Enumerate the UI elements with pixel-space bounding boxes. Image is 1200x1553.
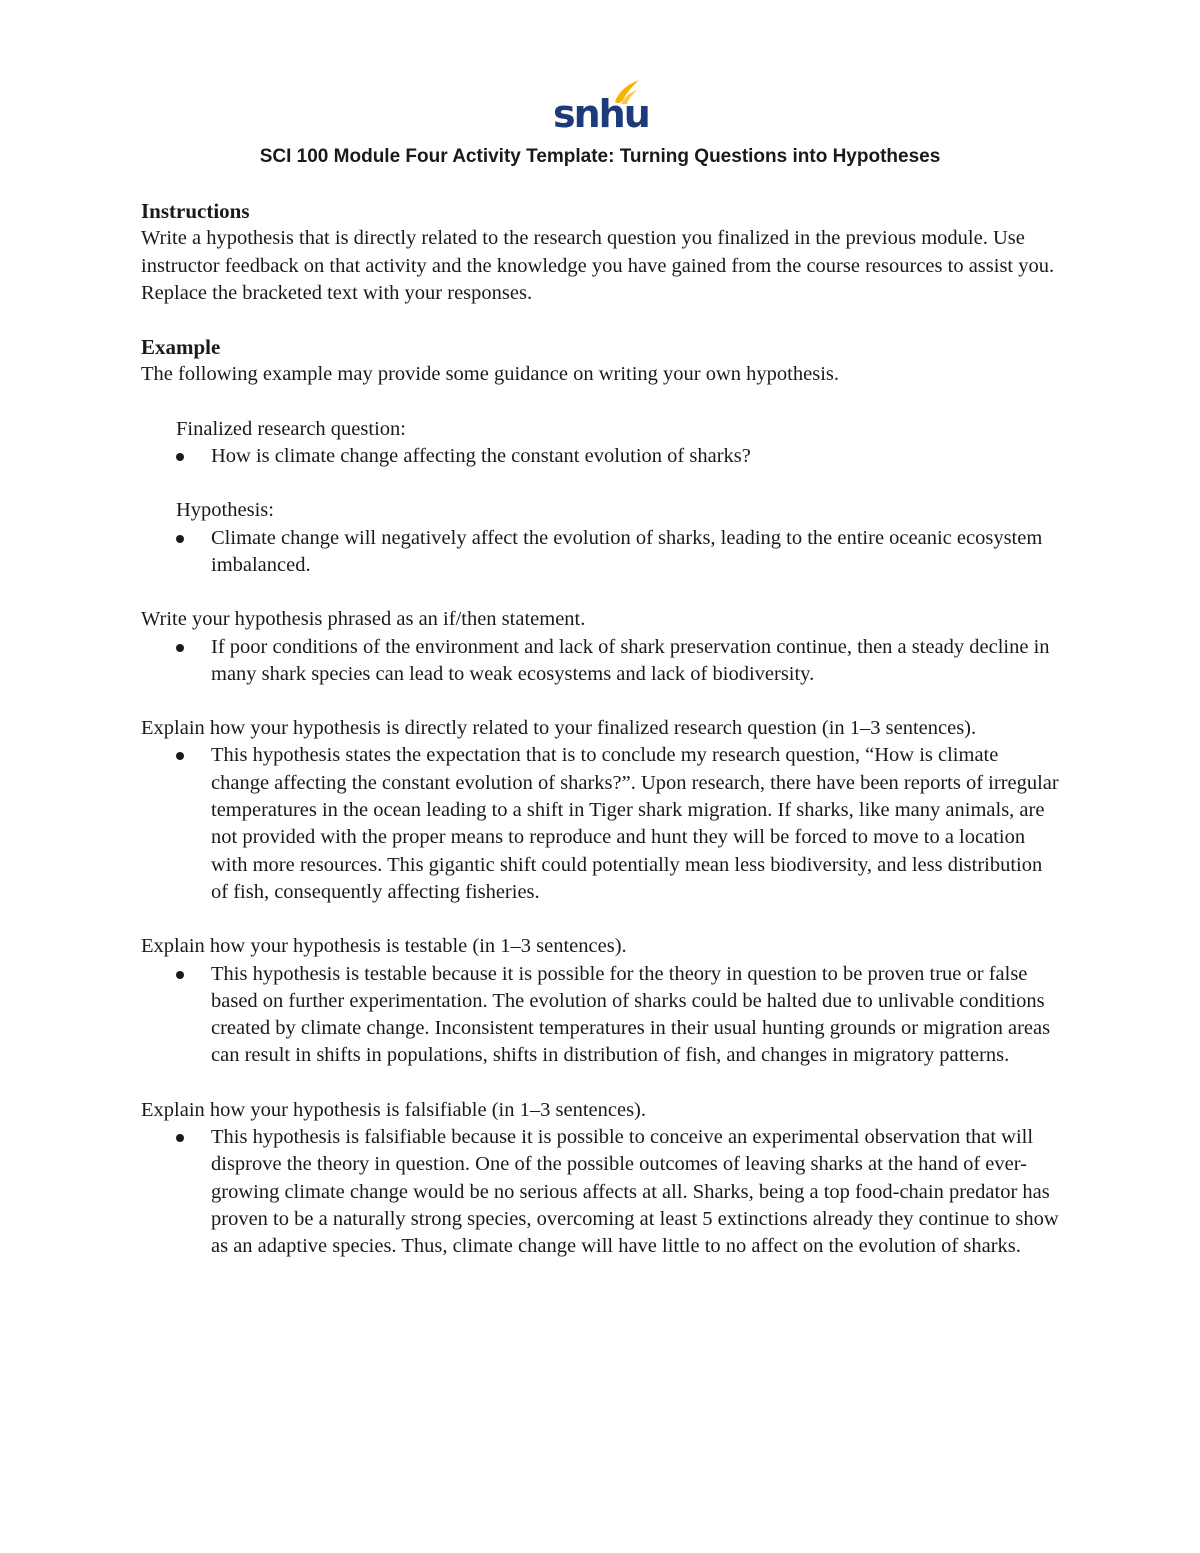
list-item bbox=[141, 1124, 1061, 1260]
snhu-logo bbox=[553, 78, 649, 138]
prompt-testable: Explain how your hypothesis is testable (in 1–3 sentences). bbox=[141, 935, 627, 958]
instructions-heading: Instructions bbox=[141, 199, 250, 223]
document-title: SCI 100 Module Four Activity Template: Turning Questions into Hypotheses bbox=[259, 146, 941, 167]
bullet-icon bbox=[176, 644, 184, 652]
logo-wordmark: snhu bbox=[553, 92, 649, 136]
answer-related: This hypothesis states the expectation that is to conclude my research question, “How is climate change affecting the constant evolution of sharks?”. Upon research, there have been reports of irregular temperatures in the ocean leading to a shift in Tiger shark migration. If sharks, like many animals, are not provided with the proper means to reproduce and hunt they will be forced to move to a location with more resources. This gigantic shift could potentially mean less biodiversity, and less distribution of fish, consequently affecting fisheries. bbox=[211, 744, 1059, 903]
bullet-icon bbox=[176, 752, 184, 760]
bullet-icon bbox=[176, 535, 184, 543]
prompt-if-then: Write your hypothesis phrased as an if/then statement. bbox=[141, 608, 586, 631]
hypothesis-text: Climate change will negatively affect the evolution of sharks, leading to the entire oceanic ecosystem imbalanced. bbox=[211, 526, 1043, 576]
example-heading: Example bbox=[141, 335, 221, 360]
list-item bbox=[141, 742, 1061, 906]
question-label: Finalized research question: bbox=[176, 417, 406, 440]
answer-if-then: If poor conditions of the environment and lack of shark preservation continue, then a steady decline in many shark species can lead to weak ecosystems and lack of biodiversity. bbox=[211, 635, 1050, 685]
example-intro: The following example may provide some guidance on writing your own hypothesis. bbox=[141, 363, 840, 386]
answer-falsifiable: This hypothesis is falsifiable because it is possible to conceive an experimental observation that will disprove the theory in question. One of the possible outcomes of leaving sharks at the hand of ever-growing climate change would be no serious affects at all. Sharks, being a top food-chain predator has proven to be a naturally strong species, overcoming at least 5 extinctions already they continue to show as an adaptive species. Thus, climate change will have little to no affect on the evolution of sharks. bbox=[211, 1126, 1059, 1258]
bullet-icon bbox=[176, 971, 184, 979]
hypothesis-label: Hypothesis: bbox=[176, 499, 274, 522]
bullet-icon bbox=[176, 453, 184, 461]
answer-testable: This hypothesis is testable because it is possible for the theory in question to be proven true or false based on further experimentation. The evolution of sharks could be halted due to unlivable conditions created by climate change. Inconsistent temperatures in their usual hunting grounds or migration areas can result in shifts in populations, shifts in distribution of fish, and changes in migratory patterns. bbox=[211, 962, 1051, 1067]
list-item bbox=[141, 961, 1061, 1070]
list-item bbox=[141, 443, 1061, 470]
instructions-text: Write a hypothesis that is directly related to the research question you finalized in the previous module. Use instructor feedback on that activity and the knowledge you have gained from the course resources to assist you. Replace the bracketed text with your responses. bbox=[141, 227, 1055, 304]
prompt-falsifiable: Explain how your hypothesis is falsifiable (in 1–3 sentences). bbox=[141, 1098, 646, 1121]
list-item bbox=[141, 634, 1061, 689]
bullet-icon bbox=[176, 1134, 184, 1142]
question-text: How is climate change affecting the constant evolution of sharks? bbox=[211, 445, 751, 468]
list-item bbox=[141, 525, 1061, 580]
document-body bbox=[141, 198, 1061, 1261]
prompt-related: Explain how your hypothesis is directly related to your finalized research question (in 1–3 sentences). bbox=[141, 717, 977, 740]
